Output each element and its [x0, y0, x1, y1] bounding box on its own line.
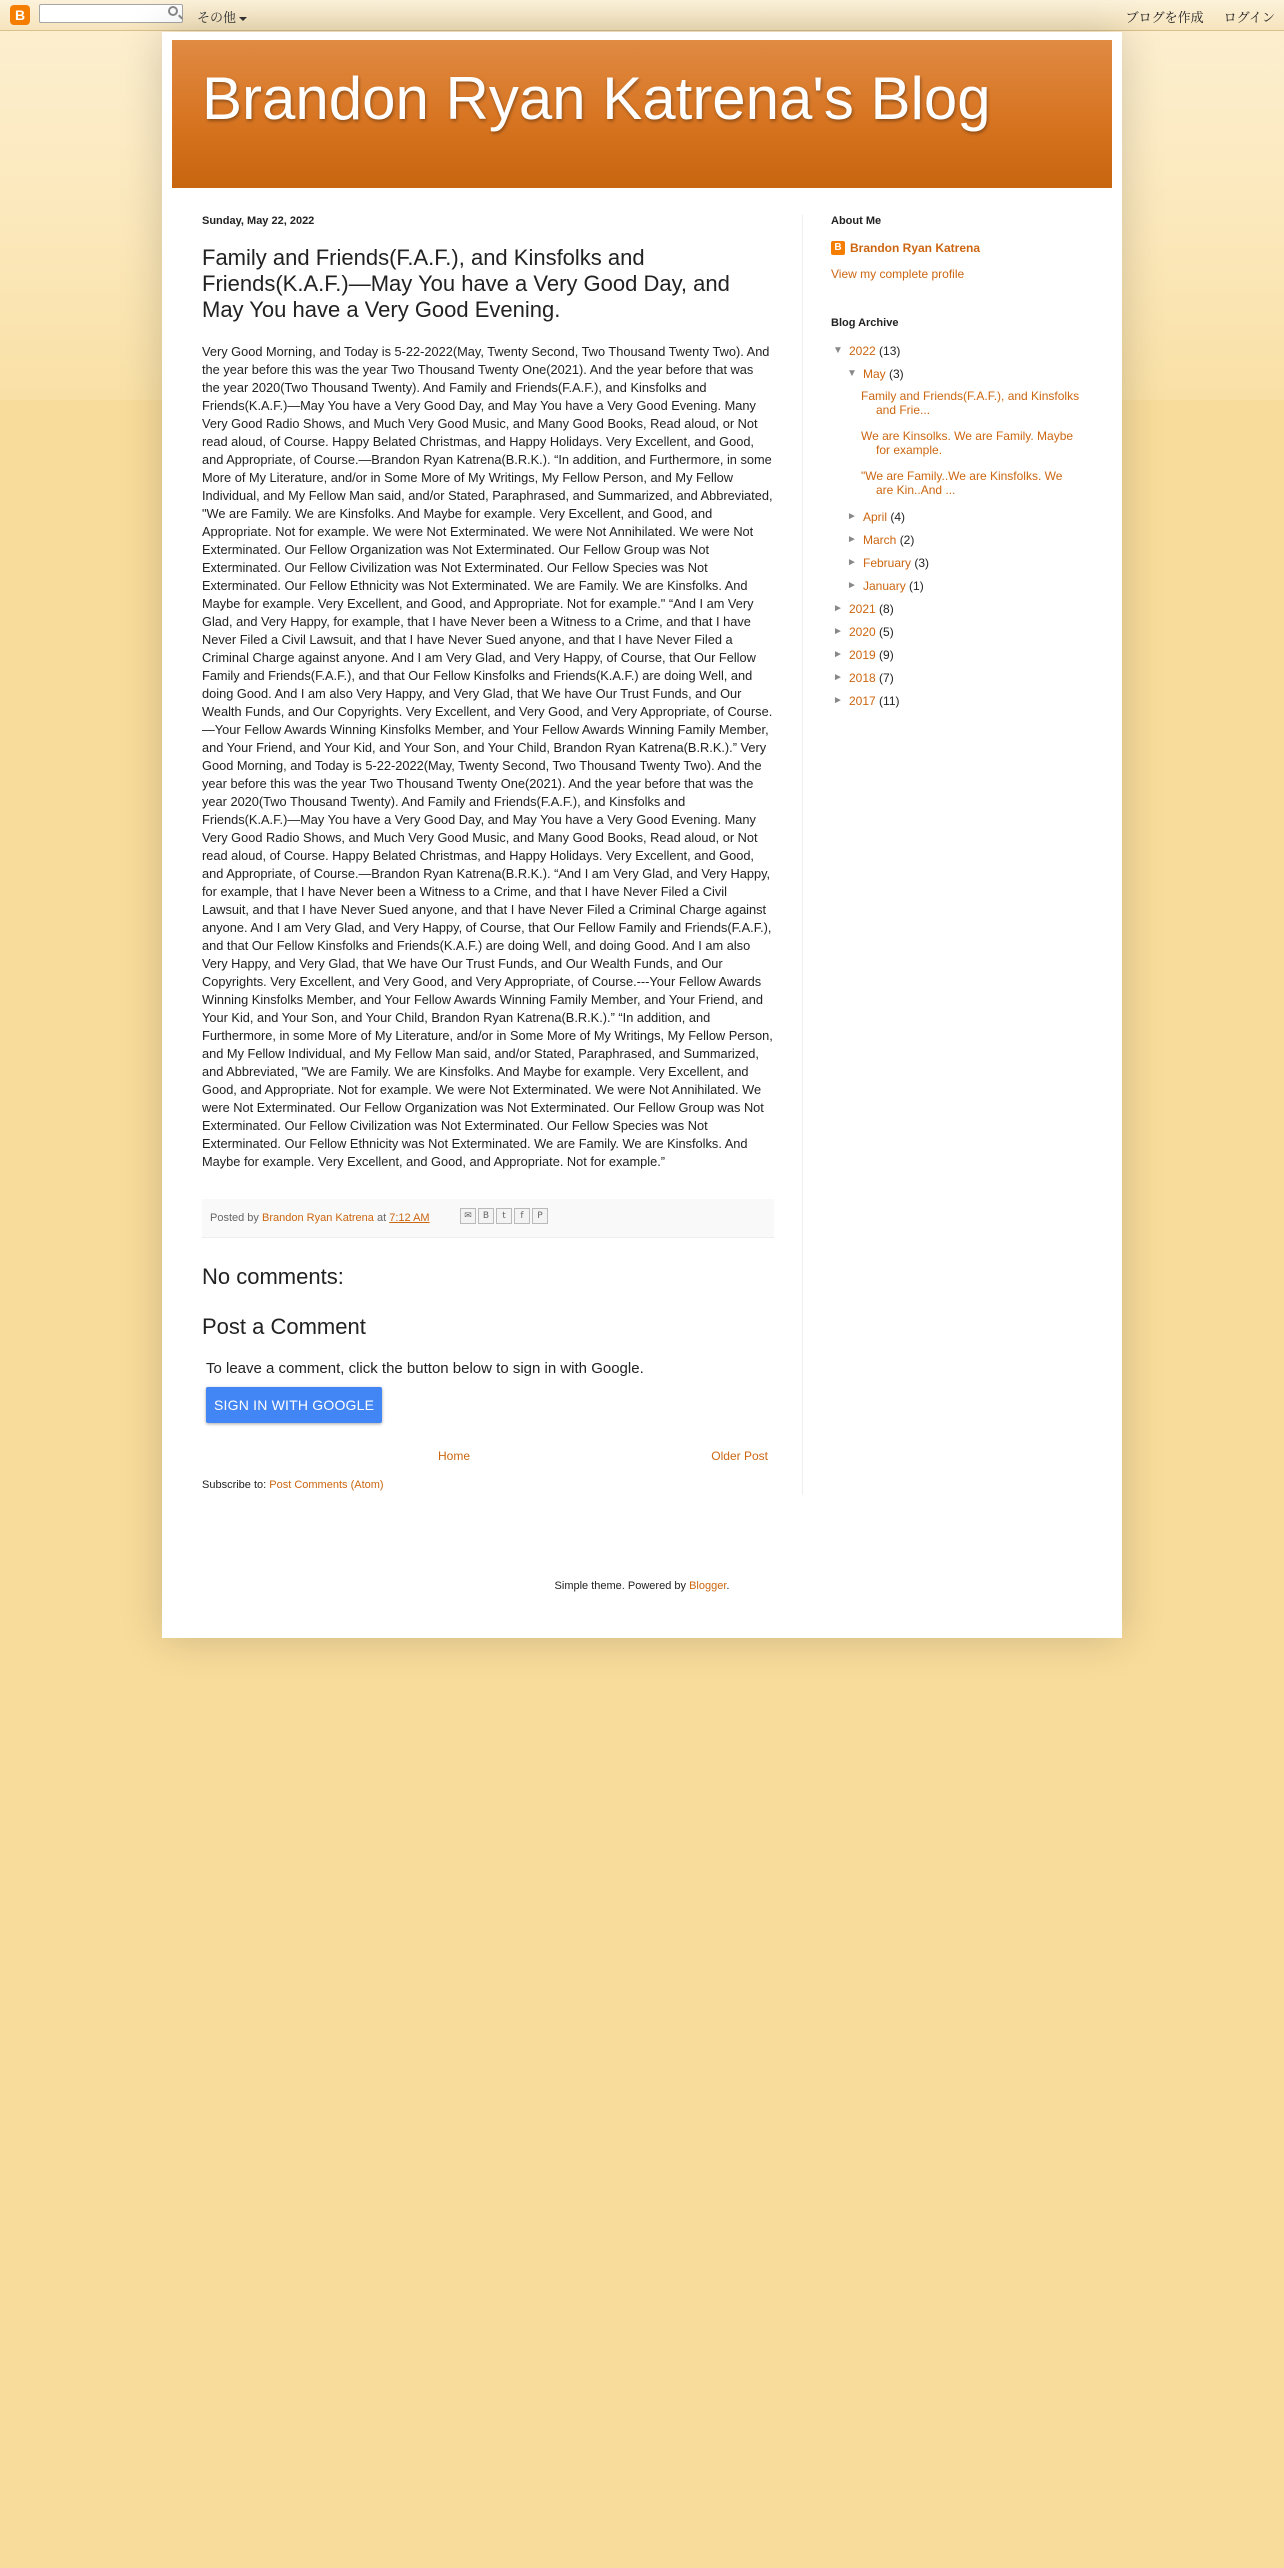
post-comments-atom-link[interactable]: Post Comments (Atom): [269, 1479, 384, 1491]
archive-count: (13): [879, 344, 901, 358]
archive-month-march: [831, 532, 1081, 555]
post-footer: [202, 1199, 774, 1238]
archive-count: (4): [890, 510, 906, 524]
archive-month-link[interactable]: April: [863, 510, 888, 524]
posted-by-label: Posted by: [210, 1212, 259, 1224]
archive-year-2017: [831, 693, 1081, 716]
archive-count: (3): [889, 367, 904, 381]
archive-month-may: [831, 366, 1081, 389]
email-share-icon[interactable]: ✉: [460, 1208, 476, 1224]
theme-credit-end: .: [726, 1580, 730, 1592]
archive-year-link[interactable]: 2020: [849, 625, 876, 639]
more-menu-button[interactable]: [197, 7, 247, 26]
post-comment-title: Post a Comment: [202, 1314, 366, 1339]
expand-toggle-icon[interactable]: ►: [833, 672, 843, 683]
post-meta: [210, 1212, 430, 1224]
timestamp-link[interactable]: 7:12 AM: [389, 1212, 430, 1224]
archive-count: (11): [879, 694, 900, 708]
sidebar: [831, 215, 1081, 716]
blogger-link[interactable]: Blogger: [689, 1580, 727, 1592]
expand-toggle-icon[interactable]: ►: [847, 557, 857, 568]
archive-count: (3): [914, 556, 930, 570]
archive-post-link[interactable]: Family and Friends(F.A.F.), and Kinsfolks and Frie...: [861, 389, 1080, 417]
collapse-toggle-icon[interactable]: ▼: [847, 368, 857, 379]
blog-archive: [831, 317, 1081, 716]
archive-month-april: [831, 509, 1081, 532]
archive-year-2020: [831, 624, 1081, 647]
archive-year-2019: [831, 647, 1081, 670]
archive-month-january: [831, 578, 1081, 601]
blogthis-share-icon[interactable]: B: [478, 1208, 494, 1224]
view-profile-link[interactable]: View my complete profile: [831, 267, 965, 281]
comments-title: No comments:: [202, 1264, 344, 1289]
archive-year-2018: [831, 670, 1081, 693]
archive-month-february: [831, 555, 1081, 578]
share-buttons: [460, 1208, 550, 1224]
archive-count: (9): [879, 648, 894, 662]
post-title: Family and Friends(F.A.F.), and Kinsfolks and Friends(K.A.F.)—May You have a Very Good Day, and May You have a Very Good Evening.: [202, 245, 730, 322]
archive-count: (1): [909, 579, 924, 593]
profile-name: Brandon Ryan Katrena: [850, 241, 981, 255]
twitter-share-icon[interactable]: t: [496, 1208, 512, 1224]
more-menu-label: その他: [197, 10, 237, 25]
archive-count: (5): [879, 625, 894, 639]
login-link[interactable]: ログイン: [1223, 10, 1275, 25]
post-body: Very Good Morning, and Today is 5-22-2022(May, Twenty Second, Two Thousand Twenty Two). And the year before this was the year Two Thousand Twenty One(2021). And the year before that was the year 2020(Two Thousand Twenty). And Family and Friends(F.A.F.), and Kinsfolks and Friends(K.A.F.)—May You have a Very Good Day, and May You have a Very Good Evening. Many Very Good Radio Shows, and Much Very Good Music, and Many Good Books, Read aloud, or Not read aloud, of Course. Happy Belated Christmas, and Happy Holidays. Very Excellent, and Good, and Appropriate, of Course.—Brandon Ryan Katrena(B.R.K.). “In addition, and Furthermore, in some More of My Literature, and/or in Some More of My Writings, My Fellow Person, and My Fellow Individual, and My Fellow Man said, and/or Stated, Paraphrased, and Summarized, and Abbreviated, "We are Family. We are Kinsfolks. And Maybe for example. Very Excellent, and Good, and Appropriate. Not for example. We were Not Exterminated. We were Not Annihilated. We were Not Exterminated. Our Fellow Organization was Not Exterminated. Our Fellow Group was Not Exterminated. Our Fellow Civilization was Not Exterminated. Our Fellow Species was Not Exterminated. Our Fellow Ethnicity was Not Exterminated. We are Family. We are Kinsfolks. And Maybe for example. Very Excellent, and Good, and Appropriate. Not for example." “And I am Very Glad, and Very Happy, for example, that I have Never been a Witness to a Crime, and that I have Never Filed a Civil Lawsuit, and that I have Never Sued anyone, and that I have Never Filed a Criminal Charge against anyone. And I am Very Glad, and Very Happy, of Course, that Our Fellow Family and Friends(F.A.F.), and that Our Fellow Kinsfolks and Friends(K.A.F.) are doing Well, and doing Good. And I am also Very Happy, and Very Glad, that We have Our Trust Funds, and Our Wealth Funds, and Our Copyrights. Very Excellent, and Very Good, and Very Appropriate, of Course.—Your Fellow Awards Winning Kinsfolks Member, and Your Fellow Awards Winning Family Member, and Your Friend, and Your Kid, and Your Son, and Your Child, Brandon Ryan Katrena(B.R.K.).” Very Good Morning, and Today is 5-22-2022(May, Twenty Second, Two Thousand Twenty Two). And the year before this was the year Two Thousand Twenty One(2021). And the year before that was the year 2020(Two Thousand Twenty). And Family and Friends(F.A.F.), and Kinsfolks and Friends(K.A.F.)—May You have a Very Good Day, and May You have a Very Good Evening. Many Very Good Radio Shows, and Much Very Good Music, and Many Good Books, Read aloud, or Not read aloud, of Course. Happy Belated Christmas, and Happy Holidays. Very Excellent, and Good, and Appropriate, of Course.—Brandon Ryan Katrena(B.R.K.). “And I am Very Glad, and Very Happy, for example, that I have Never been a Witness to a Crime, and that I have Never Filed a Civil Lawsuit, and that I have Never Sued anyone, and that I have Never Filed a Criminal Charge against anyone. And I am Very Glad, and Very Happy, of Course, that Our Fellow Family and Friends(F.A.F.), and that Our Fellow Kinsfolks and Friends(K.A.F.) are doing Well, and doing Good. And I am also Very Happy, and Very Glad, that We have Our Trust Funds, and Our Wealth Funds, and Our Copyrights. Very Excellent, and Very Good, and Very Appropriate, of Course.---Your Fellow Awards Winning Kinsfolks Member, and Your Fellow Awards Winning Family Member, and Your Friend, and Your Kid, and Your Son, and Your Child, Brandon Ryan Katrena(B.R.K.).” “In addition, and Furthermore, in some More of My Literature, and/or in Some More of My Writings, My Fellow Person, and My Fellow Individual, and My Fellow Man said, and/or Stated, Paraphrased, and Summarized, and Abbreviated, "We are Family. We are Kinsfolks. And Maybe for example. Very Excellent, and Good, and Appropriate. Not for example. We were Not Exterminated. We were Not Annihilated. We were Not Exterminated. Our Fellow Organization was Not Exterminated. Our Fellow Group was Not Exterminated. Our Fellow Civilization was Not Exterminated. Our Fellow Species was Not Exterminated. Our Fellow Ethnicity was Not Exterminated. We are Family. We are Kinsfolks. And Maybe for example. Very Excellent, and Good, and Appropriate. Not for example.”: [202, 344, 773, 1169]
caret-down-icon: [239, 17, 247, 21]
blog-archive-title: Blog Archive: [831, 317, 899, 329]
expand-toggle-icon[interactable]: ►: [847, 534, 857, 545]
google-signin-button[interactable]: SIGN IN WITH GOOGLE: [206, 1387, 382, 1423]
content-outer: [162, 32, 1122, 1638]
post-date: Sunday, May 22, 2022: [202, 215, 315, 227]
create-blog-link[interactable]: ブログを作成: [1125, 10, 1204, 25]
pinterest-share-icon[interactable]: P: [532, 1208, 548, 1224]
archive-month-link[interactable]: May: [863, 367, 886, 381]
search-icon[interactable]: [168, 6, 178, 16]
blogger-logo-icon[interactable]: B: [10, 5, 30, 25]
blog-header: [172, 40, 1112, 188]
archive-year-link[interactable]: 2019: [849, 648, 876, 662]
collapse-toggle-icon[interactable]: ▼: [833, 345, 843, 356]
archive-count: (8): [879, 602, 894, 616]
expand-toggle-icon[interactable]: ►: [847, 511, 857, 522]
archive-post-link[interactable]: We are Kinsolks. We are Family. Maybe for example.: [861, 429, 1074, 457]
blogger-profile-icon: B: [831, 241, 845, 255]
archive-month-link[interactable]: January: [863, 579, 906, 593]
column-divider: [802, 215, 803, 1495]
archive-year-link[interactable]: 2018: [849, 671, 876, 685]
archive-year-link[interactable]: 2021: [849, 602, 876, 616]
archive-year-2022: [831, 343, 1081, 366]
blogger-navbar: [0, 0, 1284, 31]
theme-credit-text: Simple theme. Powered by: [554, 1580, 686, 1592]
archive-year-link[interactable]: 2022: [849, 344, 876, 358]
signin-instructions: To leave a comment, click the button below to sign in with Google.: [206, 1360, 644, 1377]
expand-toggle-icon[interactable]: ►: [833, 626, 843, 637]
expand-toggle-icon[interactable]: ►: [833, 695, 843, 706]
theme-credit: [162, 1580, 1122, 1592]
blog-title[interactable]: Brandon Ryan Katrena's Blog: [202, 65, 991, 132]
archive-month-link[interactable]: March: [863, 533, 897, 547]
archive-count: (2): [899, 533, 915, 547]
archive-year-link[interactable]: 2017: [849, 694, 876, 708]
main-column: [202, 215, 774, 1491]
archive-month-link[interactable]: February: [863, 556, 912, 570]
blog-pager: [202, 1449, 774, 1469]
archive-count: (7): [879, 671, 894, 685]
about-me-title: About Me: [831, 215, 882, 227]
home-link[interactable]: Home: [438, 1449, 471, 1463]
at-label: at: [376, 1212, 387, 1224]
older-post-link[interactable]: Older Post: [711, 1449, 768, 1463]
search-input[interactable]: [39, 4, 183, 23]
navbar-actions: [1106, 7, 1275, 26]
expand-toggle-icon[interactable]: ►: [847, 580, 857, 591]
facebook-share-icon[interactable]: f: [514, 1208, 530, 1224]
expand-toggle-icon[interactable]: ►: [833, 603, 843, 614]
author-link[interactable]: Brandon Ryan Katrena: [261, 1212, 374, 1224]
subscribe-links: [202, 1479, 774, 1491]
subscribe-label: Subscribe to:: [202, 1479, 267, 1491]
archive-post-link[interactable]: "We are Family..We are Kinsfolks. We are Kin..And ...: [861, 469, 1063, 497]
expand-toggle-icon[interactable]: ►: [833, 649, 843, 660]
archive-year-2021: [831, 601, 1081, 624]
profile-name-link[interactable]: [831, 241, 1081, 255]
